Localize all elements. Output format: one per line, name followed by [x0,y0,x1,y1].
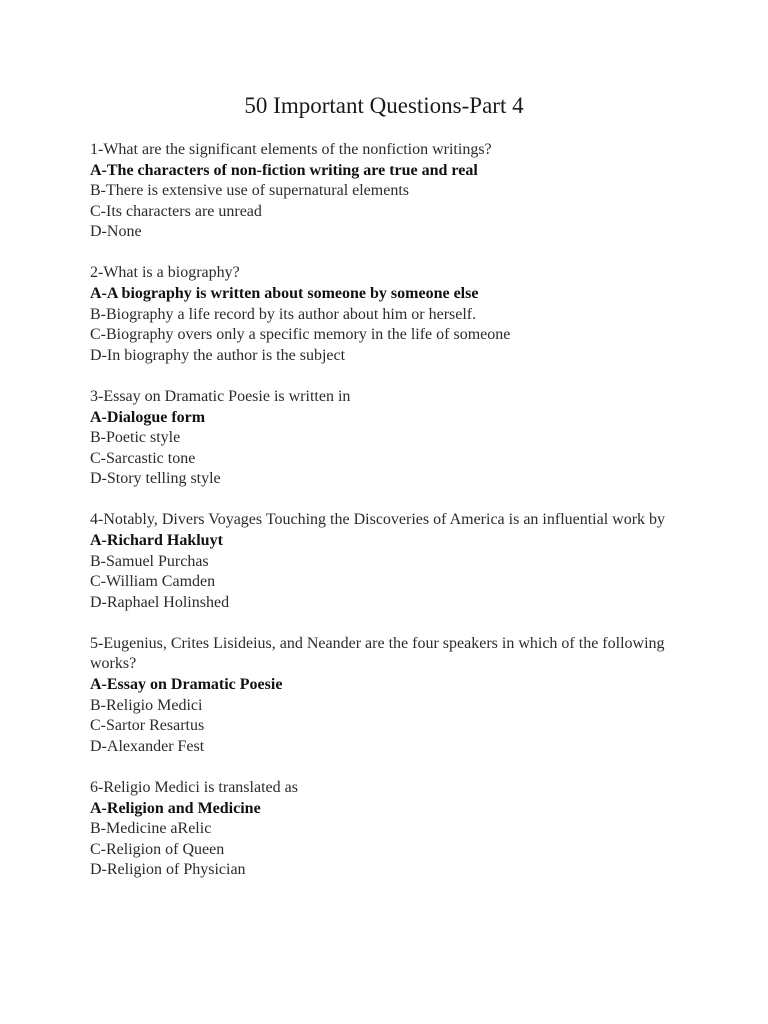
question-text: 6-Religio Medici is translated as [90,778,298,796]
answer-option: D-Raphael Holinshed [90,593,230,611]
question-block-5 [90,634,690,758]
answer-option: B-Poetic style [90,429,181,447]
question-text: 3-Essay on Dramatic Poesie is written in [90,387,351,405]
answer-option: B-Medicine aRelic [90,820,212,838]
answer-option: C-Biography overs only a specific memory in the life of someone [90,326,511,344]
answer-option: D-Alexander Fest [90,737,205,755]
answer-option: D-In biography the author is the subject [90,346,346,364]
correct-answer-option: A-Religion and Medicine [90,799,261,817]
correct-answer-option: A-Essay on Dramatic Poesie [90,676,283,694]
question-block-2 [90,263,690,366]
correct-answer-option: A-Richard Hakluyt [90,532,223,549]
answer-option: B-Religio Medici [90,696,203,714]
page-title: 50 Important Questions-Part 4 [244,93,524,118]
answer-option: C-Sartor Resartus [90,717,205,735]
question-block-6 [90,778,690,881]
question-text: 4-Notably, Divers Voyages Touching the Discoveries of America is an influential work by [90,511,666,529]
answer-option: D-Religion of Physician [90,861,246,879]
correct-answer-option: A-A biography is written about someone by someone else [90,285,479,303]
answer-option: D-None [90,223,142,241]
question-list [90,140,690,901]
answer-option: B-There is extensive use of supernatural elements [90,182,409,200]
answer-option: D-Story telling style [90,470,221,488]
correct-answer-option: A-Dialogue form [90,408,206,426]
question-text: 5-Eugenius, Crites Lisideius, and Neander are the four speakers in which of the following works? [90,634,665,673]
question-text: 1-What are the significant elements of the nonfiction writings? [90,141,492,158]
correct-answer-option: A-The characters of non-fiction writing are true and real [90,161,478,179]
answer-option: C-William Camden [90,573,216,591]
answer-option: B-Biography a life record by its author about him or herself. [90,305,477,323]
answer-option: B-Samuel Purchas [90,552,209,570]
answer-option: C-Its characters are unread [90,202,262,220]
question-text: 2-What is a biography? [90,264,240,282]
answer-option: C-Religion of Queen [90,840,225,858]
question-block-3 [90,387,690,490]
answer-option: C-Sarcastic tone [90,449,196,467]
question-block-1 [90,140,690,243]
question-block-4 [90,510,690,613]
